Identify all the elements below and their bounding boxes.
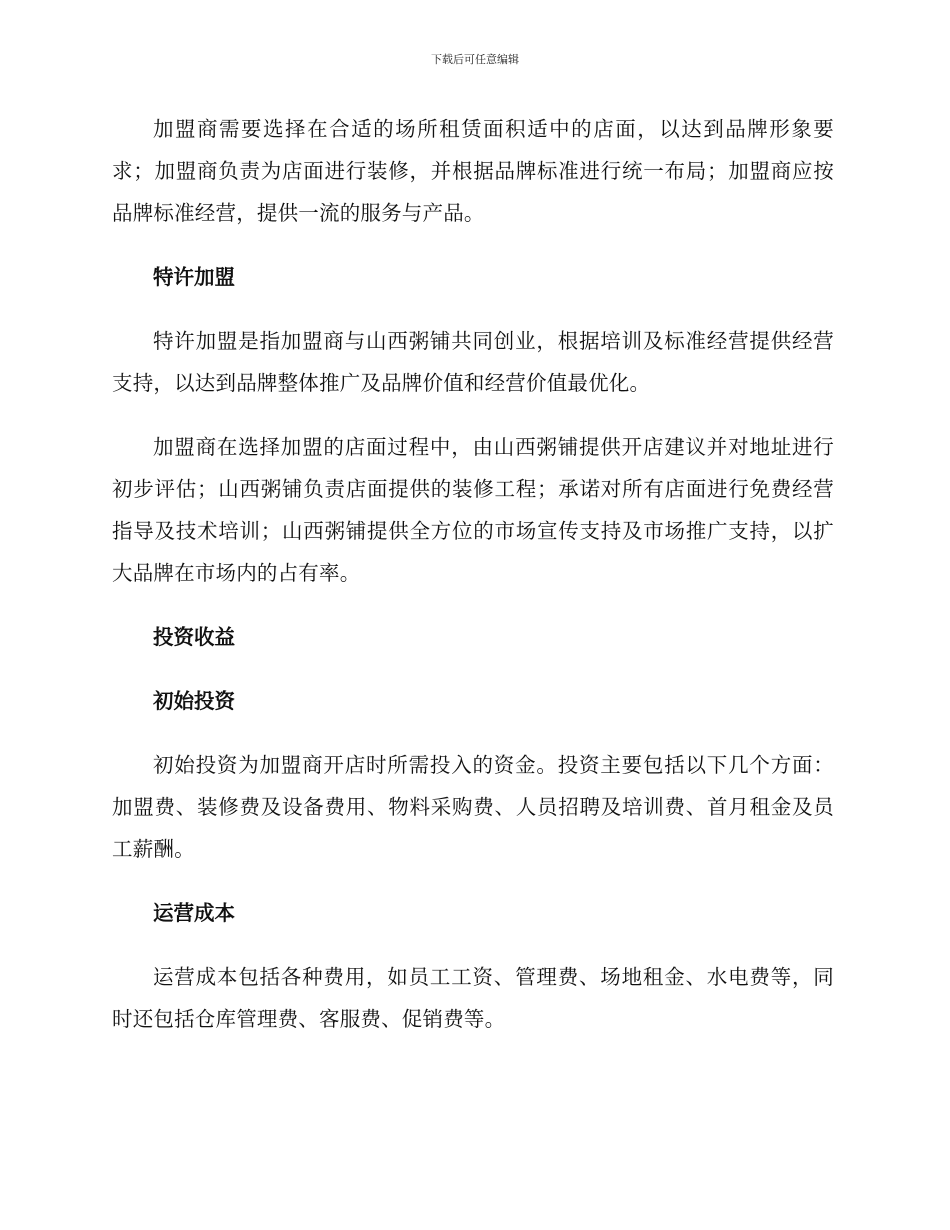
heading-initial-investment: 初始投资: [153, 689, 235, 713]
paragraph-store-requirements: 加盟商需要选择在合适的场所租赁面积适中的店面，以达到品牌形象要求；加盟商负责为店面进行装修，并根据品牌标准进行统一布局；加盟商应按品牌标准经营，提供一流的服务与产品。: [112, 117, 834, 225]
paragraph-franchise-definition: 特许加盟是指加盟商与山西粥铺共同创业，根据培训及标准经营提供经营支持，以达到品牌整体推广及品牌价值和经营价值最优化。: [112, 329, 834, 395]
heading-investment-returns: 投资收益: [153, 625, 235, 649]
heading-operating-costs: 运营成本: [153, 901, 235, 925]
paragraph-initial-investment: 初始投资为加盟商开店时所需投入的资金。投资主要包括以下几个方面：加盟费、装修费及设备费用、物料采购费、人员招聘及培训费、首月租金及员工薪酬。: [112, 753, 834, 861]
heading-franchise: 特许加盟: [153, 265, 235, 289]
paragraph-operating-costs: 运营成本包括各种费用，如员工工资、管理费、场地租金、水电费等，同时还包括仓库管理费、客服费、促销费等。: [112, 965, 834, 1031]
page-header: 下载后可任意编辑: [431, 53, 519, 66]
document-body: [112, 108, 834, 1062]
paragraph-franchise-support: 加盟商在选择加盟的店面过程中，由山西粥铺提供开店建议并对地址进行初步评估；山西粥铺负责店面提供的装修工程；承诺对所有店面进行免费经营指导及技术培训；山西粥铺提供全方位的市场宣传支持及市场推广支持，以扩大品牌在市场内的占有率。: [112, 435, 834, 585]
